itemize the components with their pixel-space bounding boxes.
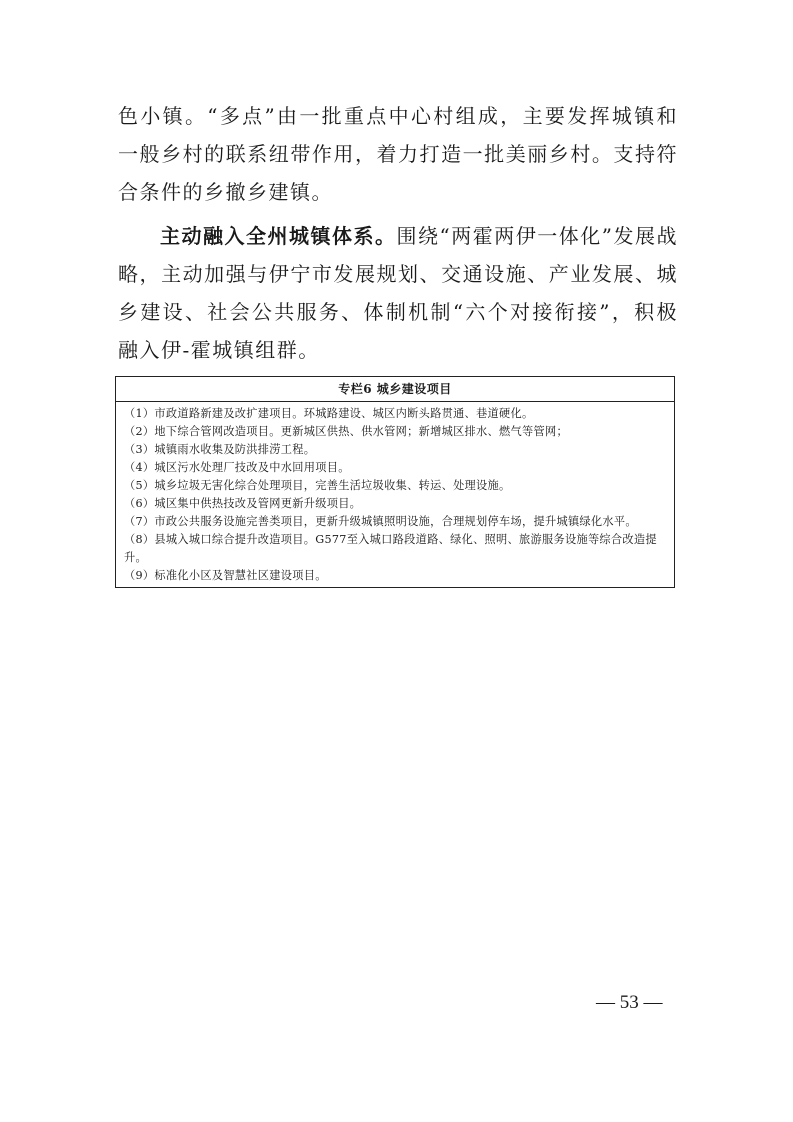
paragraph-2-lead: 主动融入全州城镇体系。 bbox=[160, 224, 397, 248]
box-item: （1）市政道路新建及改扩建项目。环城路建设、城区内断头路贯通、巷道硬化。 bbox=[124, 407, 534, 420]
box-items bbox=[116, 402, 674, 587]
box-item: （8）县城入城口综合提升改造项目。G577至入城口路段道路、绿化、照明、旅游服务设施等综合改造提升。 bbox=[124, 533, 657, 564]
box-item: （9）标准化小区及智慧社区建设项目。 bbox=[124, 569, 327, 582]
paragraph-1: 色小镇。“多点”由一批重点中心村组成，主要发挥城镇和一般乡村的联系纽带作用，着力打造一批美丽乡村。支持符合条件的乡撤乡建镇。 bbox=[118, 104, 678, 204]
paragraph-2 bbox=[118, 217, 678, 369]
box-item: （3）城镇雨水收集及防洪排涝工程。 bbox=[124, 443, 316, 456]
box-title: 专栏6 城乡建设项目 bbox=[116, 377, 674, 402]
page-number: — 53 — bbox=[596, 992, 663, 1013]
box-item: （4）城区污水处理厂技改及中水回用项目。 bbox=[124, 461, 350, 474]
box-item: （6）城区集中供热技改及管网更新升级项目。 bbox=[124, 497, 362, 510]
project-box bbox=[115, 376, 675, 588]
paragraph-2-text: 围绕“两霍两伊一体化”发展战略，主动加强与伊宁市发展规划、交通设施、产业发展、城乡建设、社会公共服务、体制机制“六个对接衔接”，积极融入伊-霍城镇组群。 bbox=[118, 224, 679, 362]
box-item: （2）地下综合管网改造项目。更新城区供热、供水管网；新增城区排水、燃气等管网； bbox=[124, 425, 568, 438]
body-text bbox=[118, 97, 678, 369]
box-item: （5）城乡垃圾无害化综合处理项目，完善生活垃圾收集、转运、处理设施。 bbox=[124, 479, 511, 492]
box-item: （7）市政公共服务设施完善类项目，更新升级城镇照明设施，合理规划停车场，提升城镇绿化水平。 bbox=[124, 515, 637, 528]
